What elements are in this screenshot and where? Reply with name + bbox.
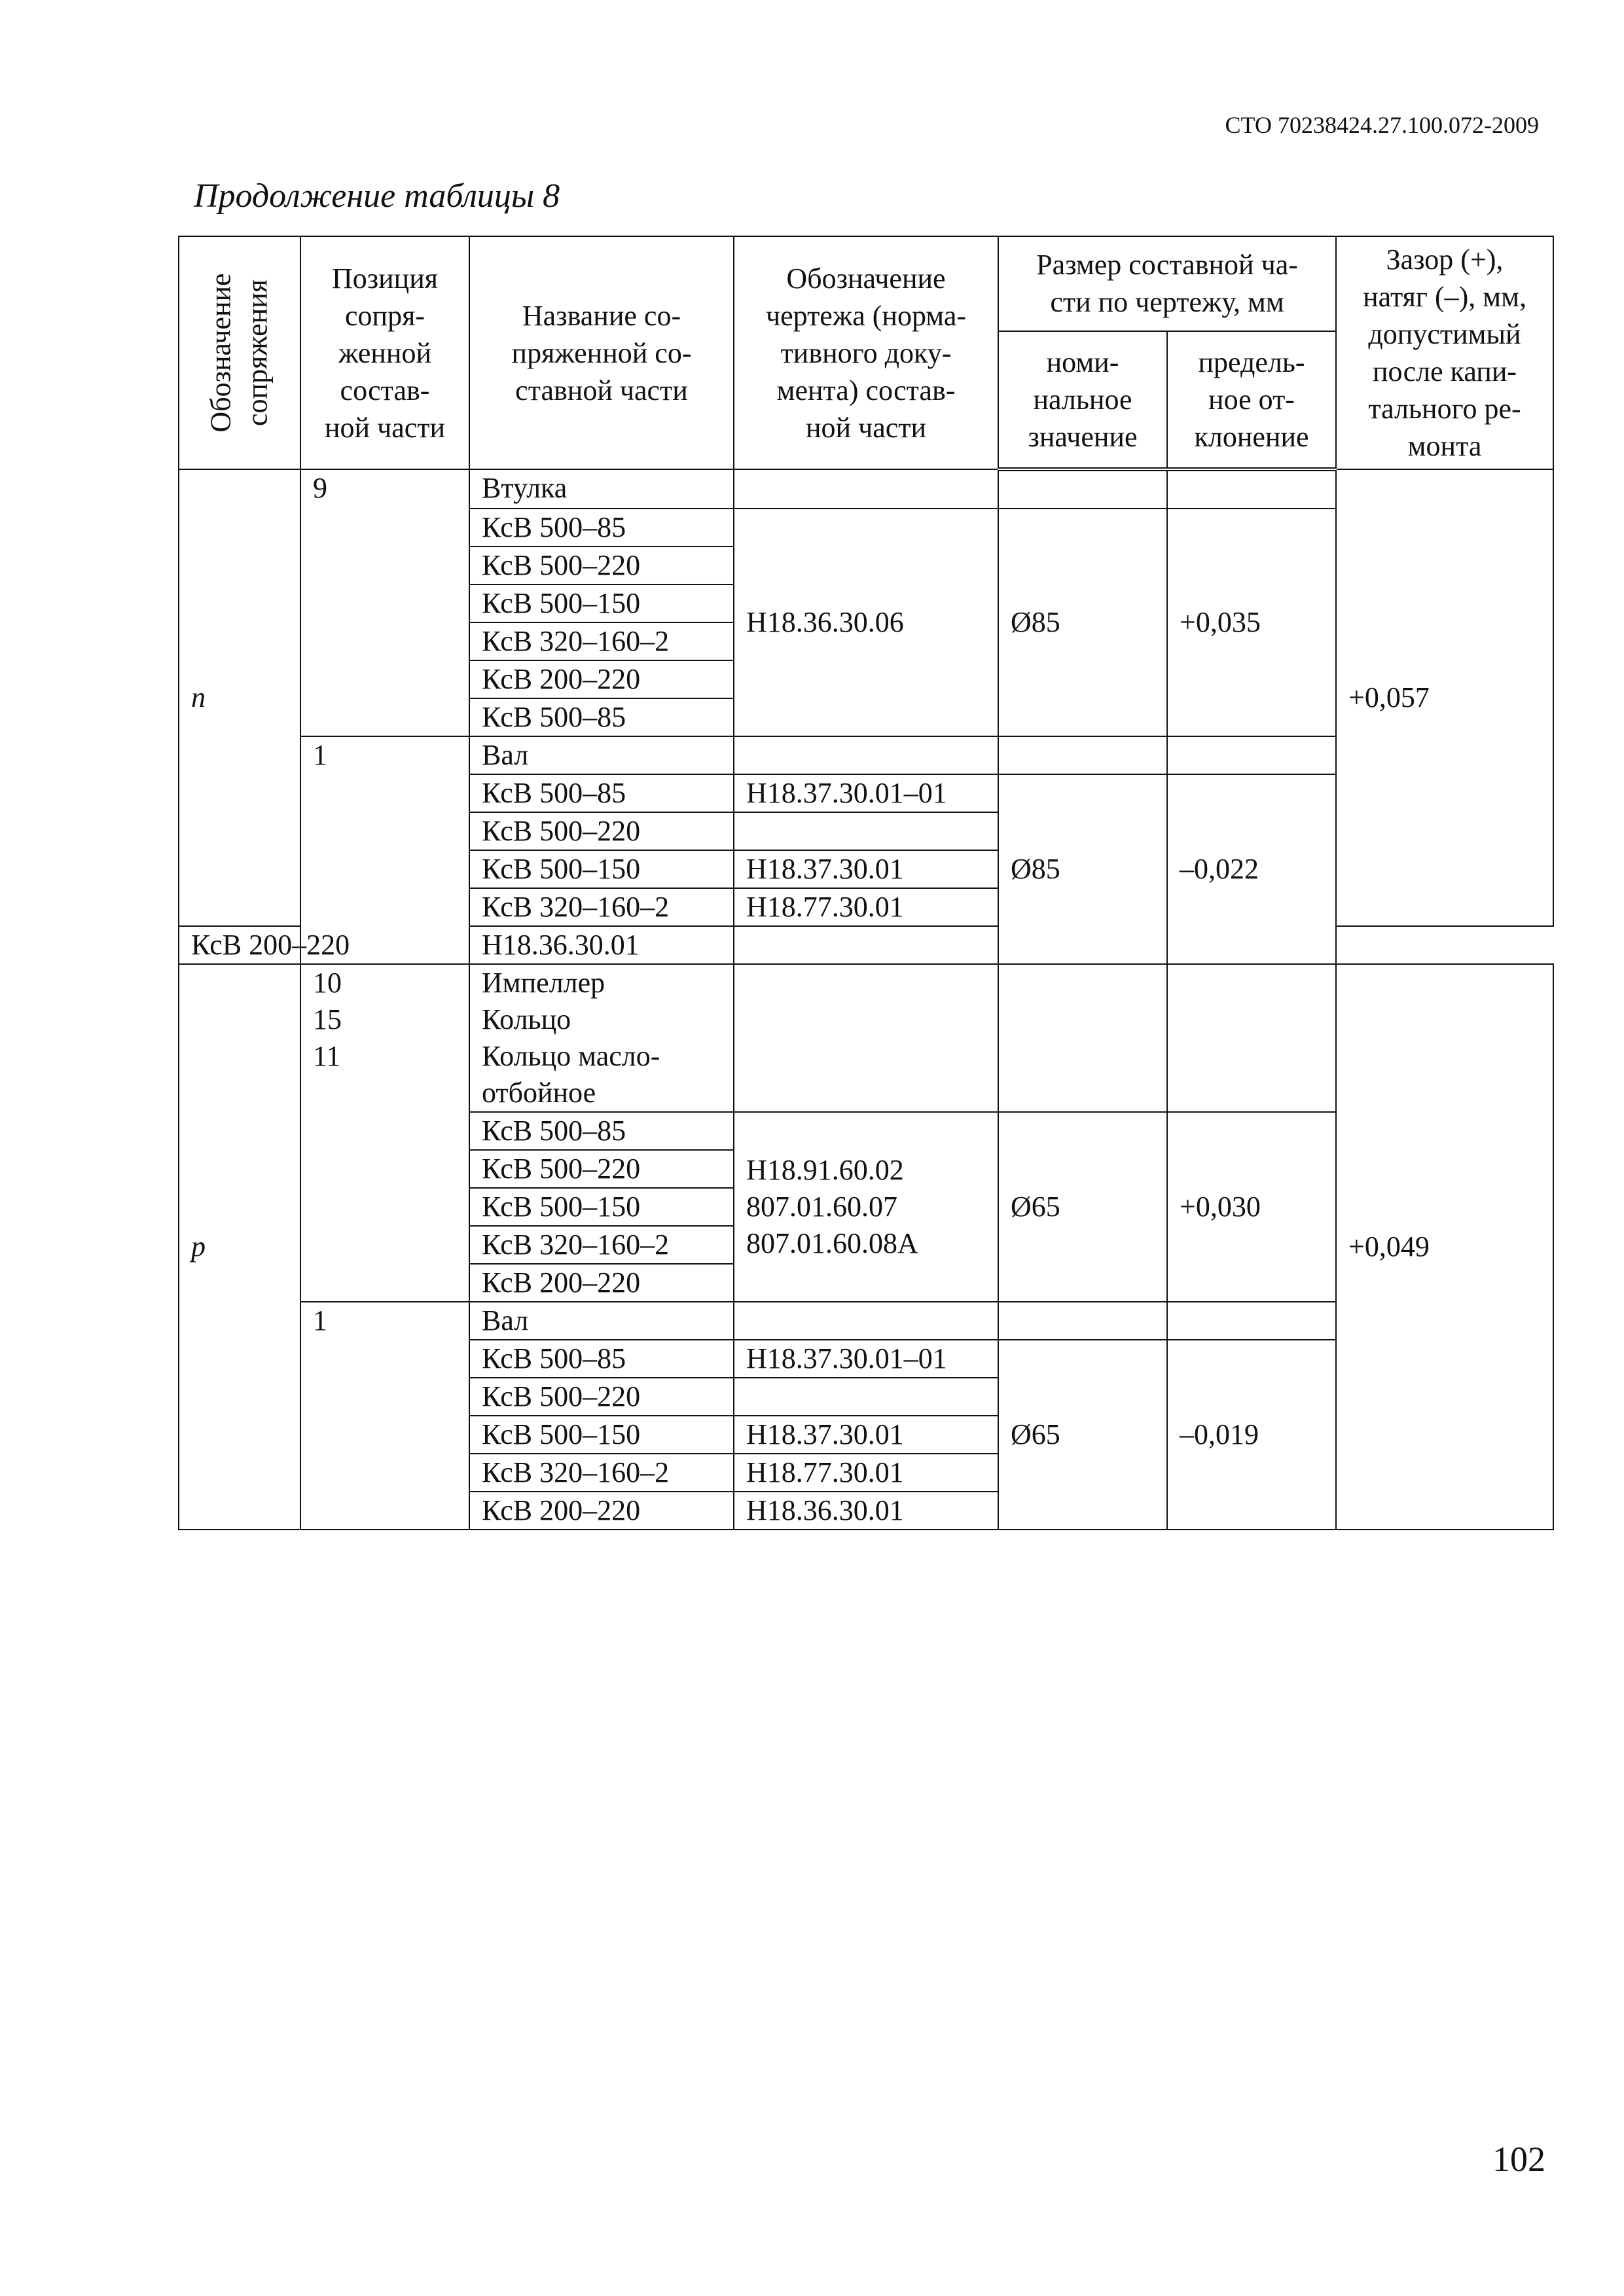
model-name: КсВ 500–220 [469,1378,734,1416]
drawing-cell: Н18.37.30.01–01 [734,1340,998,1378]
deviation-cell: +0,035 [1167,509,1336,736]
drawing-cell: Н18.91.60.02 807.01.60.07 807.01.60.08А [734,1112,998,1302]
mate-symbol: п [179,469,300,926]
model-name: КсВ 500–85 [469,698,734,736]
deviation-cell: –0,022 [1167,774,1336,964]
header-drawing: Обозначение чертежа (норма- тивного доку- мента) состав- ной части [734,236,998,469]
drawing-cell [734,736,998,774]
part-name: Импеллер Кольцо Кольцо масло- отбойное [469,964,734,1112]
model-name: КсВ 500–150 [469,1416,734,1454]
drawing-cell: Н18.77.30.01 [734,1454,998,1492]
part-name: Вал [469,736,734,774]
drawing-cell [734,812,998,850]
table-caption: Продолжение таблицы 8 [194,177,560,215]
nominal-cell: Ø65 [998,1112,1167,1302]
model-name: КсВ 320–160–2 [469,1454,734,1492]
nominal-cell [998,736,1167,774]
model-name: КсВ 200–220 [469,1264,734,1302]
header-symbol: Обозначение сопряжения [179,236,300,469]
deviation-cell [1167,736,1336,774]
header-position: Позиция сопря- женной состав- ной части [300,236,469,469]
header-nominal: номи- нальное значение [998,331,1167,469]
model-name: КсВ 500–220 [469,1150,734,1188]
model-name: КсВ 200–220 [469,660,734,698]
nominal-cell: Ø85 [998,774,1167,964]
position-cell: 1 [300,736,469,964]
deviation-cell: +0,030 [1167,1112,1336,1302]
gap-value: +0,057 [1336,469,1553,926]
header-gap: Зазор (+), натяг (–), мм, допустимый после капи- тального ре- монта [1336,236,1553,469]
deviation-cell [1167,469,1336,509]
nominal-cell: Ø65 [998,1340,1167,1530]
model-name: КсВ 500–85 [469,774,734,812]
part-name: Вал [469,1302,734,1340]
model-name: КсВ 500–150 [469,1188,734,1226]
drawing-cell: Н18.37.30.01 [734,850,998,888]
model-name: КсВ 500–85 [469,1112,734,1150]
mate-symbol: р [179,964,300,1530]
drawing-cell [734,469,998,509]
header-size: Размер составной ча- сти по чертежу, мм [998,236,1336,331]
model-name: КсВ 320–160–2 [469,888,734,926]
deviation-cell [1167,1302,1336,1340]
model-name: КсВ 320–160–2 [469,622,734,660]
deviation-cell: –0,019 [1167,1340,1336,1530]
position-cell: 10 15 11 [300,964,469,1302]
nominal-cell [998,964,1167,1112]
table-row [179,964,1553,1112]
spec-table [178,236,1554,1530]
position-cell: 1 [300,1302,469,1530]
header-name: Название со- пряженной со- ставной части [469,236,734,469]
model-name: КсВ 500–220 [469,812,734,850]
deviation-cell [1167,964,1336,1112]
drawing-cell: Н18.36.30.01 [734,1492,998,1530]
drawing-cell: Н18.36.30.06 [734,509,998,736]
nominal-cell [998,1302,1167,1340]
model-name: КсВ 500–150 [469,584,734,622]
drawing-cell: Н18.77.30.01 [734,888,998,926]
drawing-cell [734,964,998,1112]
header-deviation: предель- ное от- клонение [1167,331,1336,469]
document-code: СТО 70238424.27.100.072-2009 [1225,112,1539,138]
part-name: Втулка [469,469,734,509]
drawing-cell: Н18.37.30.01 [734,1416,998,1454]
drawing-cell: Н18.37.30.01–01 [734,774,998,812]
model-name: КсВ 500–220 [469,547,734,584]
position-cell: 9 [300,469,469,736]
model-name: КсВ 500–150 [469,850,734,888]
page-number: 102 [1492,2140,1545,2179]
gap-value: +0,049 [1336,964,1553,1530]
nominal-cell: Ø85 [998,509,1167,736]
model-name: КсВ 200–220 [469,1492,734,1530]
table-row [179,469,1553,509]
model-name: КсВ 500–85 [469,509,734,547]
drawing-cell: Н18.36.30.01 [469,926,734,964]
drawing-cell [734,1378,998,1416]
model-name: КсВ 500–85 [469,1340,734,1378]
model-name: КсВ 320–160–2 [469,1226,734,1264]
drawing-cell [734,1302,998,1340]
nominal-cell [998,469,1167,509]
model-name: КсВ 200–220 [179,926,300,964]
